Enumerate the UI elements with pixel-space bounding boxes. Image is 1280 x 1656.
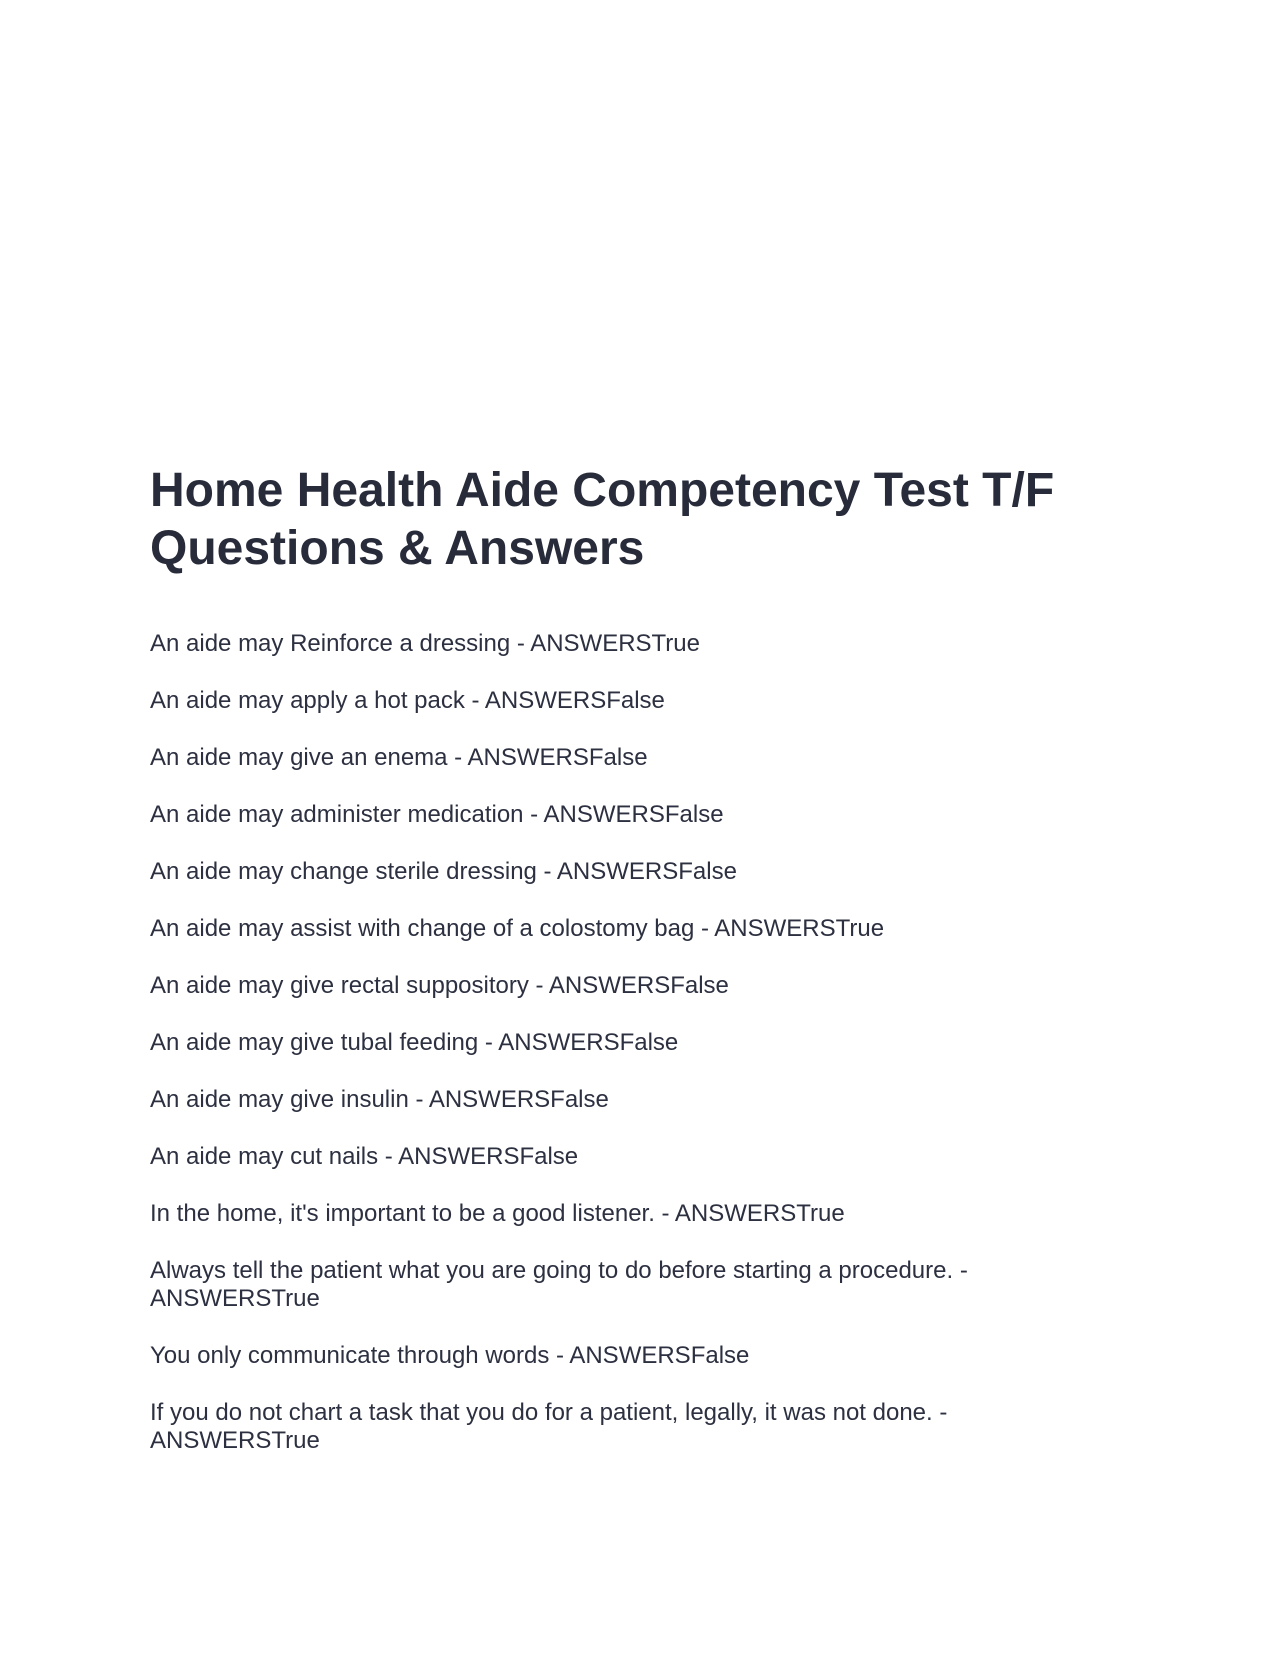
- qa-item: Always tell the patient what you are going to do before starting a procedure. - ANSWERSTrue: [150, 1257, 968, 1312]
- qa-item: An aide may give an enema - ANSWERSFalse: [150, 744, 648, 771]
- qa-item: You only communicate through words - ANSWERSFalse: [150, 1342, 750, 1369]
- title-line-1: Home Health Aide Competency Test T/F: [150, 464, 1055, 517]
- qa-item: An aide may give insulin - ANSWERSFalse: [150, 1086, 609, 1113]
- qa-item: In the home, it's important to be a good listener. - ANSWERSTrue: [150, 1200, 845, 1227]
- qa-item: An aide may cut nails - ANSWERSFalse: [150, 1143, 579, 1170]
- qa-item: An aide may apply a hot pack - ANSWERSFalse: [150, 687, 665, 714]
- qa-item: An aide may assist with change of a colostomy bag - ANSWERSTrue: [150, 915, 885, 942]
- qa-item: An aide may give tubal feeding - ANSWERSFalse: [150, 1029, 679, 1056]
- qa-item: An aide may change sterile dressing - ANSWERSFalse: [150, 858, 737, 885]
- document-page: [150, 462, 1110, 1484]
- qa-list: [150, 630, 1110, 1455]
- qa-item: An aide may Reinforce a dressing - ANSWERSTrue: [150, 630, 700, 657]
- document-title: [150, 462, 1110, 578]
- title-line-2: Questions & Answers: [150, 522, 645, 575]
- qa-item: An aide may give rectal suppository - ANSWERSFalse: [150, 972, 729, 999]
- qa-item: If you do not chart a task that you do for a patient, legally, it was not done. - ANSWERSTrue: [150, 1399, 948, 1454]
- qa-item: An aide may administer medication - ANSWERSFalse: [150, 801, 724, 828]
